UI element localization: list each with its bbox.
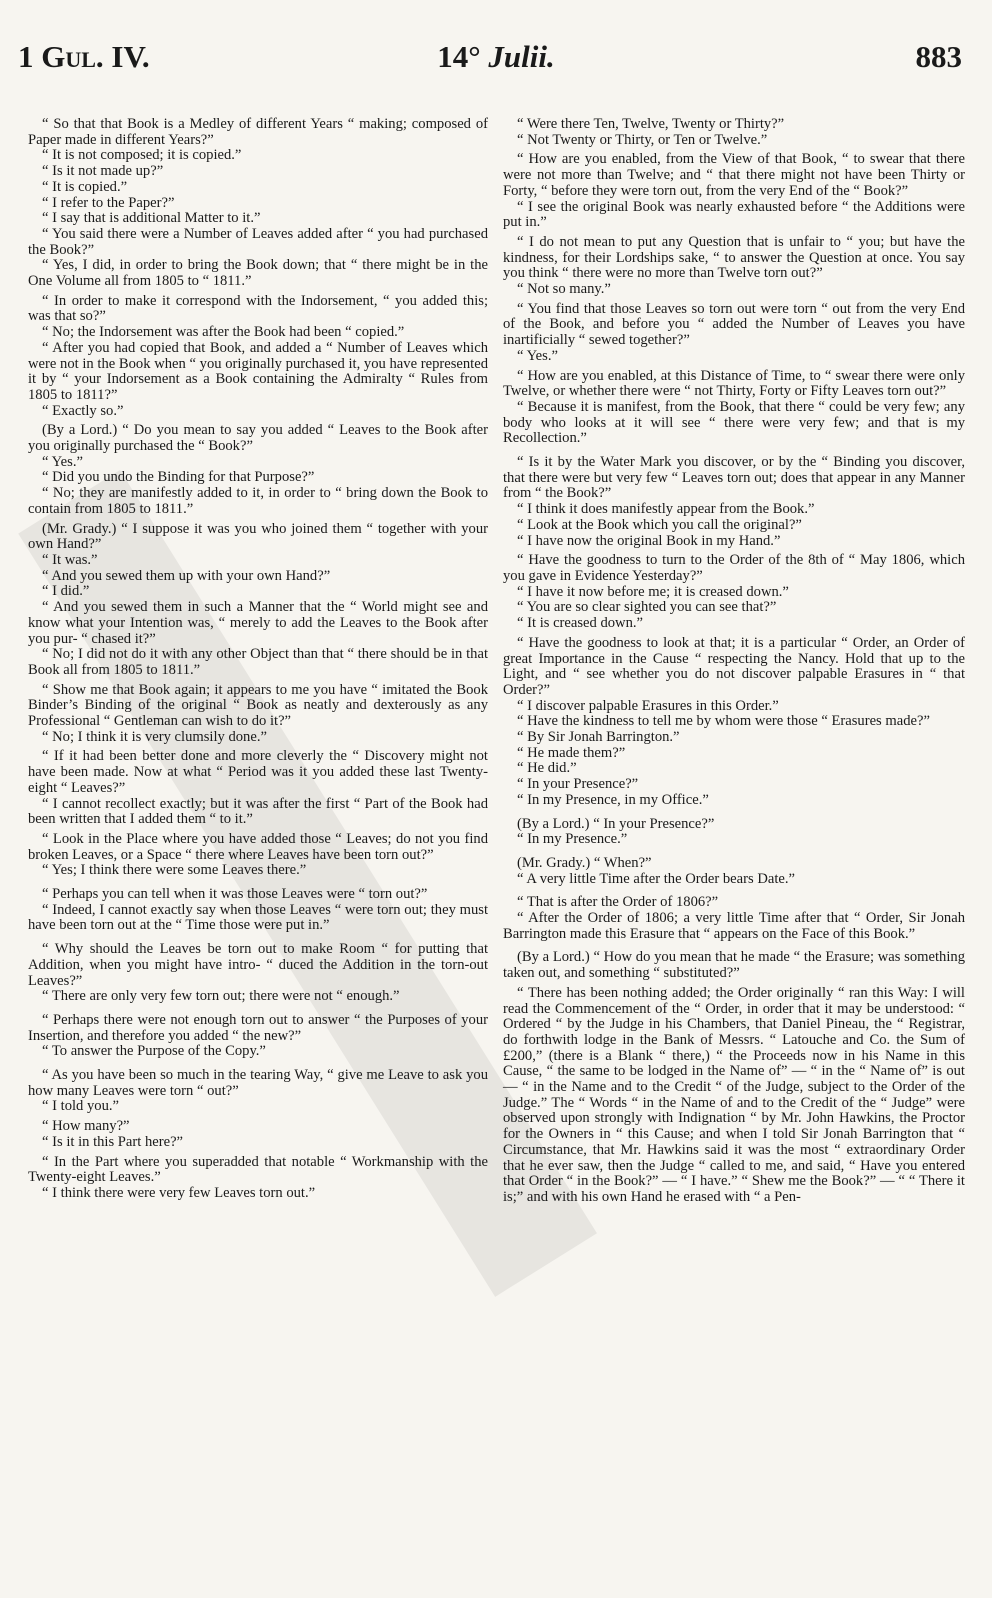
page-header	[0, 0, 992, 108]
testimony-paragraph: “ It is not composed; it is copied.”	[42, 147, 242, 164]
testimony-paragraph: “ And you sewed them in such a Manner that the “ World might see and know what your Intention was, “ merely to add the Leaves to the Book after you pur- “ chased it?”	[28, 599, 488, 647]
testimony-paragraph: (By a Lord.) “ Do you mean to say you added “ Leaves to the Book after you originally purchased the “ Book?”	[28, 422, 488, 455]
testimony-paragraph: “ I say that is additional Matter to it.”	[42, 210, 261, 227]
testimony-paragraph: “ So that that Book is a Medley of different Years “ making; composed of Paper made in different Years?”	[28, 116, 488, 148]
testimony-paragraph: “ I do not mean to put any Question that is unfair to “ you; but have the kindness, for their Lordships sake, “ to answer the Question at once. You say you think “ there were no more than Twelve torn out?”	[503, 233, 965, 282]
testimony-paragraph: “ After you had copied that Book, and added a “ Number of Leaves which were not in the Book when “ you originally purchased it, you have represented it by “ your Indorsement as a Book containing the Admiralty “ Rules from 1805 to 1811?”	[28, 339, 488, 403]
testimony-paragraph: “ I discover palpable Erasures in this Order.”	[517, 697, 779, 714]
regnal-year: 1 Gul. IV.	[18, 39, 150, 74]
testimony-paragraph: “ Look in the Place where you have added those “ Leaves; do not you find broken Leaves, or a Space “ there where Leaves have been torn out?”	[28, 830, 488, 863]
testimony-paragraph: “ Yes; I think there were some Leaves there.”	[42, 862, 307, 879]
testimony-paragraph: “ And you sewed them up with your own Hand?”	[42, 567, 331, 584]
date-heading	[0, 40, 992, 74]
testimony-paragraph: “ In your Presence?”	[517, 776, 639, 793]
testimony-paragraph: “ Did you undo the Binding for that Purpose?”	[42, 469, 315, 486]
testimony-paragraph: “ As you have been so much in the tearing Way, “ give me Leave to ask you how many Leaves were torn “ out?”	[28, 1067, 488, 1099]
testimony-paragraph: “ Yes.”	[42, 453, 83, 470]
testimony-paragraph: “ Is it not made up?”	[42, 163, 164, 180]
testimony-paragraph: “ No; the Indorsement was after the Book had been “ copied.”	[42, 324, 405, 341]
testimony-paragraph: “ Because it is manifest, from the Book, that there “ could be very few; any body who looks at it will see “ there were very few; and that is my Recollection.”	[503, 398, 965, 447]
testimony-paragraph: “ It was.”	[42, 551, 98, 568]
testimony-paragraph: (Mr. Grady.) “ When?”	[517, 854, 652, 871]
day-number: 14°	[437, 39, 481, 74]
testimony-paragraph: “ Look at the Book which you call the original?”	[517, 516, 802, 533]
testimony-paragraph: “ You are so clear sighted you can see that?”	[517, 599, 777, 616]
testimony-paragraph: “ Yes.”	[517, 347, 558, 364]
testimony-paragraph: “ Perhaps you can tell when it was those Leaves were “ torn out?”	[42, 886, 428, 903]
testimony-paragraph: “ I refer to the Paper?”	[42, 194, 175, 211]
testimony-paragraph: “ There has been nothing added; the Order originally “ ran this Way: I will read the Commencement of the “ Order, in order that it may be understood: “ Ordered “ by the Judge in his Chambers, that Daniel Pineau, the “ Registrar, do forthwith lodge in the Bank of Messrs. “ Latouche and Co. the Sum of £200,” (there is a Blank “ there,) “ the Proceeds now in his Name in this Cause, “ the same to be lodged in the Name of” — “ in the “ Name of” is out — “ in the Name and to the Credit “ of the Judge, subject to the Order of the Judge.” The “ Words “ in the Name of and to the Credit of the “ Judge” were observed upon strongly with Indignation “ by Mr. John Hawkins, the Proctor for the Owners in “ this Cause; and when I told Sir Jonah Barrington that “ Circumstance, that Mr. Hawkins said it was the most “ extraordinary Order that he ever saw, then the Judge “ called to me, and said, “ Have you entered that Order “ in the Book?” — “ I have.” “ Shew me the Book?” — “ “ There it is;” and with his own Hand he erased with “ a Pen-	[503, 984, 965, 1205]
testimony-paragraph: “ That is after the Order of 1806?”	[517, 894, 719, 911]
left-column	[28, 117, 488, 1202]
testimony-paragraph: (Mr. Grady.) “ I suppose it was you who joined them “ together with your own Hand?”	[28, 520, 488, 553]
testimony-paragraph: “ Perhaps there were not enough torn out to answer “ the Purposes of your Insertion, and therefore you added “ the new?”	[28, 1011, 488, 1044]
testimony-paragraph: “ In the Part where you superadded that notable “ Workmanship with the Twenty-eight Leaves.”	[28, 1153, 488, 1186]
testimony-paragraph: “ How are you enabled, from the View of that Book, “ to swear that there were not more than Twelve; and “ that there might not have been Thirty or Forty, “ before they were torn out, from the very End of the “ Book?”	[503, 151, 965, 199]
page-number: 883	[915, 39, 962, 74]
testimony-paragraph: “ Were there Ten, Twelve, Twenty or Thirty?”	[517, 116, 785, 132]
testimony-paragraph: “ I did.”	[42, 583, 90, 600]
testimony-paragraph: “ How many?”	[42, 1118, 130, 1135]
testimony-paragraph: “ You said there were a Number of Leaves added after “ you had purchased the Book?”	[28, 225, 488, 258]
testimony-paragraph: “ No; I think it is very clumsily done.”	[42, 728, 267, 745]
testimony-paragraph: “ Indeed, I cannot exactly say when those Leaves “ were torn out; they must have been torn out at the “ Time those were put in.”	[28, 901, 488, 934]
testimony-paragraph: “ I have now the original Book in my Hand.”	[517, 532, 781, 549]
testimony-paragraph: “ Yes, I did, in order to bring the Book down; that “ there might be in the One Volume all from 1805 to “ 1811.”	[28, 257, 488, 290]
testimony-paragraph: “ Exactly so.”	[42, 402, 124, 419]
testimony-paragraph: “ Have the kindness to tell me by whom were those “ Erasures made?”	[517, 713, 930, 730]
testimony-paragraph: “ After the Order of 1806; a very little Time after that “ Order, Sir Jonah Barrington made this Erasure that “ appears on the Face of this Book.”	[503, 910, 965, 942]
testimony-paragraph: “ Not so many.”	[517, 281, 611, 298]
testimony-paragraph: “ You find that those Leaves so torn out were torn “ out from the very End of the Book, and before you “ added the Number of Leaves you have inartificially “ sewed together?”	[503, 300, 965, 349]
testimony-paragraph: “ I told you.”	[42, 1098, 120, 1115]
testimony-paragraph: “ He made them?”	[517, 744, 626, 761]
testimony-paragraph: “ I have it now before me; it is creased down.”	[517, 583, 789, 600]
testimony-paragraph: “ It is copied.”	[42, 178, 128, 195]
testimony-paragraph: “ I cannot recollect exactly; but it was after the first “ Part of the Book had been written that I added them “ to it.”	[28, 795, 488, 828]
testimony-paragraph: “ I see the original Book was nearly exhausted before “ the Additions were put in.”	[503, 198, 965, 231]
right-column	[503, 117, 965, 1206]
testimony-paragraph: “ I think there were very few Leaves torn out.”	[42, 1185, 316, 1201]
testimony-paragraph: “ Have the goodness to look at that; it is a particular “ Order, an Order of great Importance in the Cause “ respecting the Nancy. Hold that up to the Light, and “ see whether you do not discover palpable Erasures in “ that Order?”	[503, 634, 965, 698]
testimony-paragraph: “ In my Presence.”	[517, 831, 628, 848]
testimony-paragraph: “ Not Twenty or Thirty, or Ten or Twelve.”	[517, 131, 768, 148]
testimony-paragraph: “ By Sir Jonah Barrington.”	[517, 729, 680, 746]
testimony-paragraph: “ To answer the Purpose of the Copy.”	[42, 1043, 266, 1060]
testimony-paragraph: “ In my Presence, in my Office.”	[517, 791, 709, 808]
testimony-paragraph: “ A very little Time after the Order bears Date.”	[517, 870, 795, 887]
testimony-paragraph: “ Why should the Leaves be torn out to make Room “ for putting that Addition, when you might have intro- “ duced the Addition in the torn-out Leaves?”	[28, 941, 488, 989]
testimony-paragraph: “ It is creased down.”	[517, 615, 644, 632]
testimony-paragraph: “ If it had been better done and more cleverly the “ Discovery might not have been made. Now at what “ Period was it you added these last Twenty-eight “ Leaves?”	[28, 748, 488, 796]
testimony-paragraph: (By a Lord.) “ In your Presence?”	[517, 815, 715, 832]
testimony-paragraph: “ There are only very few torn out; there were not “ enough.”	[42, 988, 400, 1005]
testimony-paragraph: “ Is it by the Water Mark you discover, or by the “ Binding you discover, that there were but very few “ Leaves torn out; does that appear in any Manner from “ the Book?”	[503, 454, 965, 502]
testimony-paragraph: “ How are you enabled, at this Distance of Time, to “ swear there were only Twelve, or whether there were “ not Thirty, Forty or Fifty Leaves torn out?”	[503, 367, 965, 400]
testimony-paragraph: “ No; they are manifestly added to it, in order to “ bring down the Book to contain from 1805 to 1811.”	[28, 485, 488, 517]
testimony-paragraph: “ In order to make it correspond with the Indorsement, “ you added this; was that so?”	[28, 292, 488, 325]
testimony-paragraph: “ Have the goodness to turn to the Order of the 8th of “ May 1806, which you gave in Evidence Yesterday?”	[503, 552, 965, 584]
testimony-paragraph: “ He did.”	[517, 760, 577, 777]
testimony-paragraph: (By a Lord.) “ How do you mean that he made “ the Erasure; was something taken out, and something “ substituted?”	[503, 949, 965, 982]
testimony-paragraph: “ I think it does manifestly appear from the Book.”	[517, 501, 815, 518]
testimony-paragraph: “ Show me that Book again; it appears to me you have “ imitated the Book Binder’s Binding of the original “ Book as neatly and dexterously as any Professional “ Gentleman can wish to do it?”	[28, 681, 488, 730]
testimony-paragraph: “ No; I did not do it with any other Object than that “ there should be in that Book all from 1805 to 1811.”	[28, 646, 488, 678]
month: Julii.	[488, 39, 555, 74]
testimony-paragraph: “ Is it in this Part here?”	[42, 1133, 184, 1150]
